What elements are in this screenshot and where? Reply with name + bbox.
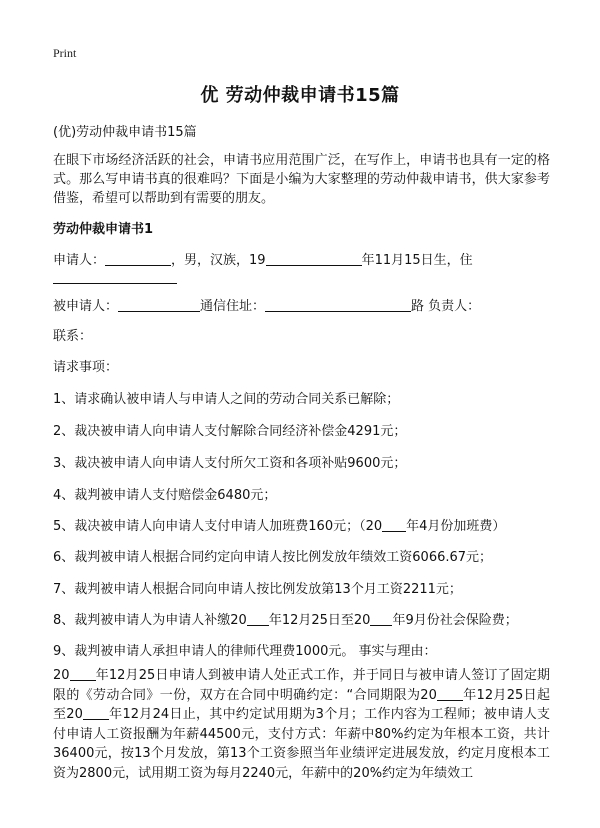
intro-paragraph: 在眼下市场经济活跃的社会，申请书应用范围广泛，在写作上，申请书也具有一定的格式。那么写申请书真的很难吗？下面是小编为大家整理的劳动仲裁申请书，供大家参考借鉴，希望可以帮助到有需要的朋友。 [53, 153, 550, 206]
year-blank [370, 612, 392, 626]
document-subtitle: (优)劳动仲裁申请书15篇 [53, 125, 197, 140]
applicant-label: 申请人： [53, 253, 106, 268]
applicant-address-line [53, 270, 177, 286]
facts-text-4: 年12月24日止，其中约定试用期为3个月；工作内容为工程师；被申请人支付申请人工资报酬为年薪44500元，支付方式：年薪中80%约定为年根本工资，共计36400元，按13个月发放，第13个工资参照当年业绩评定进展发放，约定月度根本工资为2800元，试用期工资为每月2240元，年薪中的20%约定为年绩效工 [53, 707, 550, 781]
print-link[interactable]: Print [53, 46, 77, 60]
contact-label: 联系： [53, 329, 93, 344]
respondent-name-blank [118, 298, 200, 312]
request-item: 1、请求确认被申请人与申请人之间的劳动合同关系已解除； [53, 392, 400, 407]
request-item [53, 515, 505, 534]
respondent-address-blank [265, 298, 411, 312]
facts-text-3: 年12月25日起至20 [53, 687, 550, 722]
birth-year-blank [266, 252, 362, 266]
applicant-name-blank [105, 252, 171, 266]
year-blank [83, 706, 109, 720]
facts-text-1: 20 [53, 668, 70, 683]
request5-text-a: 5、裁决被申请人向申请人支付申请人加班费160元；（20 [53, 519, 383, 534]
respondent-address-label: 通信住址： [200, 299, 266, 314]
applicant-address-blank [53, 270, 177, 284]
request8-text-a: 8、裁判被申请人为申请人补缴20 [53, 613, 247, 628]
year-blank [247, 612, 269, 626]
request8-text-b: 年12月25日至20 [268, 613, 371, 628]
applicant-gender-ethnicity: ，男，汉族，19 [171, 253, 266, 268]
request-item [53, 609, 518, 628]
section-title: 劳动仲裁申请书1 [53, 222, 154, 237]
applicant-line [53, 249, 473, 268]
request5-text-b: 年4月份加班费） [406, 519, 506, 534]
request-item: 7、裁判被申请人根据合同向申请人按比例发放第13个月工资2211元； [53, 582, 462, 597]
facts-text-2: 年12月25日申请人到被申请人处正式工作，并于同日与被申请人签订了固定期限的《劳动合同》一份，双方在合同中明确约定：“合同期限为20 [53, 668, 550, 703]
respondent-leader-label: 路 负责人： [411, 299, 481, 314]
requests-label: 请求事项： [53, 360, 119, 375]
request-item: 6、裁判被申请人根据合同约定向申请人按比例发放年绩效工资6066.67元； [53, 550, 493, 565]
request-item: 2、裁决被申请人向申请人支付解除合同经济补偿金4291元； [53, 424, 407, 439]
request-item: 9、裁判被申请人承担申请人的律师代理费1000元。 事实与理由： [53, 644, 437, 659]
document-title: 优 劳动仲裁申请书15篇 [200, 85, 400, 106]
facts-paragraph [53, 666, 550, 783]
respondent-label: 被申请人： [53, 299, 119, 314]
request8-text-c: 年9月份社会保险费； [392, 613, 518, 628]
request-item: 3、裁决被申请人向申请人支付所欠工资和各项补贴9600元； [53, 456, 407, 471]
year-blank [70, 667, 96, 681]
applicant-birth-suffix: 年11月15日生，住 [361, 253, 473, 268]
year-blank [382, 518, 406, 532]
year-blank [437, 687, 463, 701]
respondent-line [53, 295, 480, 314]
request-item: 4、裁判被申请人支付赔偿金6480元； [53, 488, 277, 503]
